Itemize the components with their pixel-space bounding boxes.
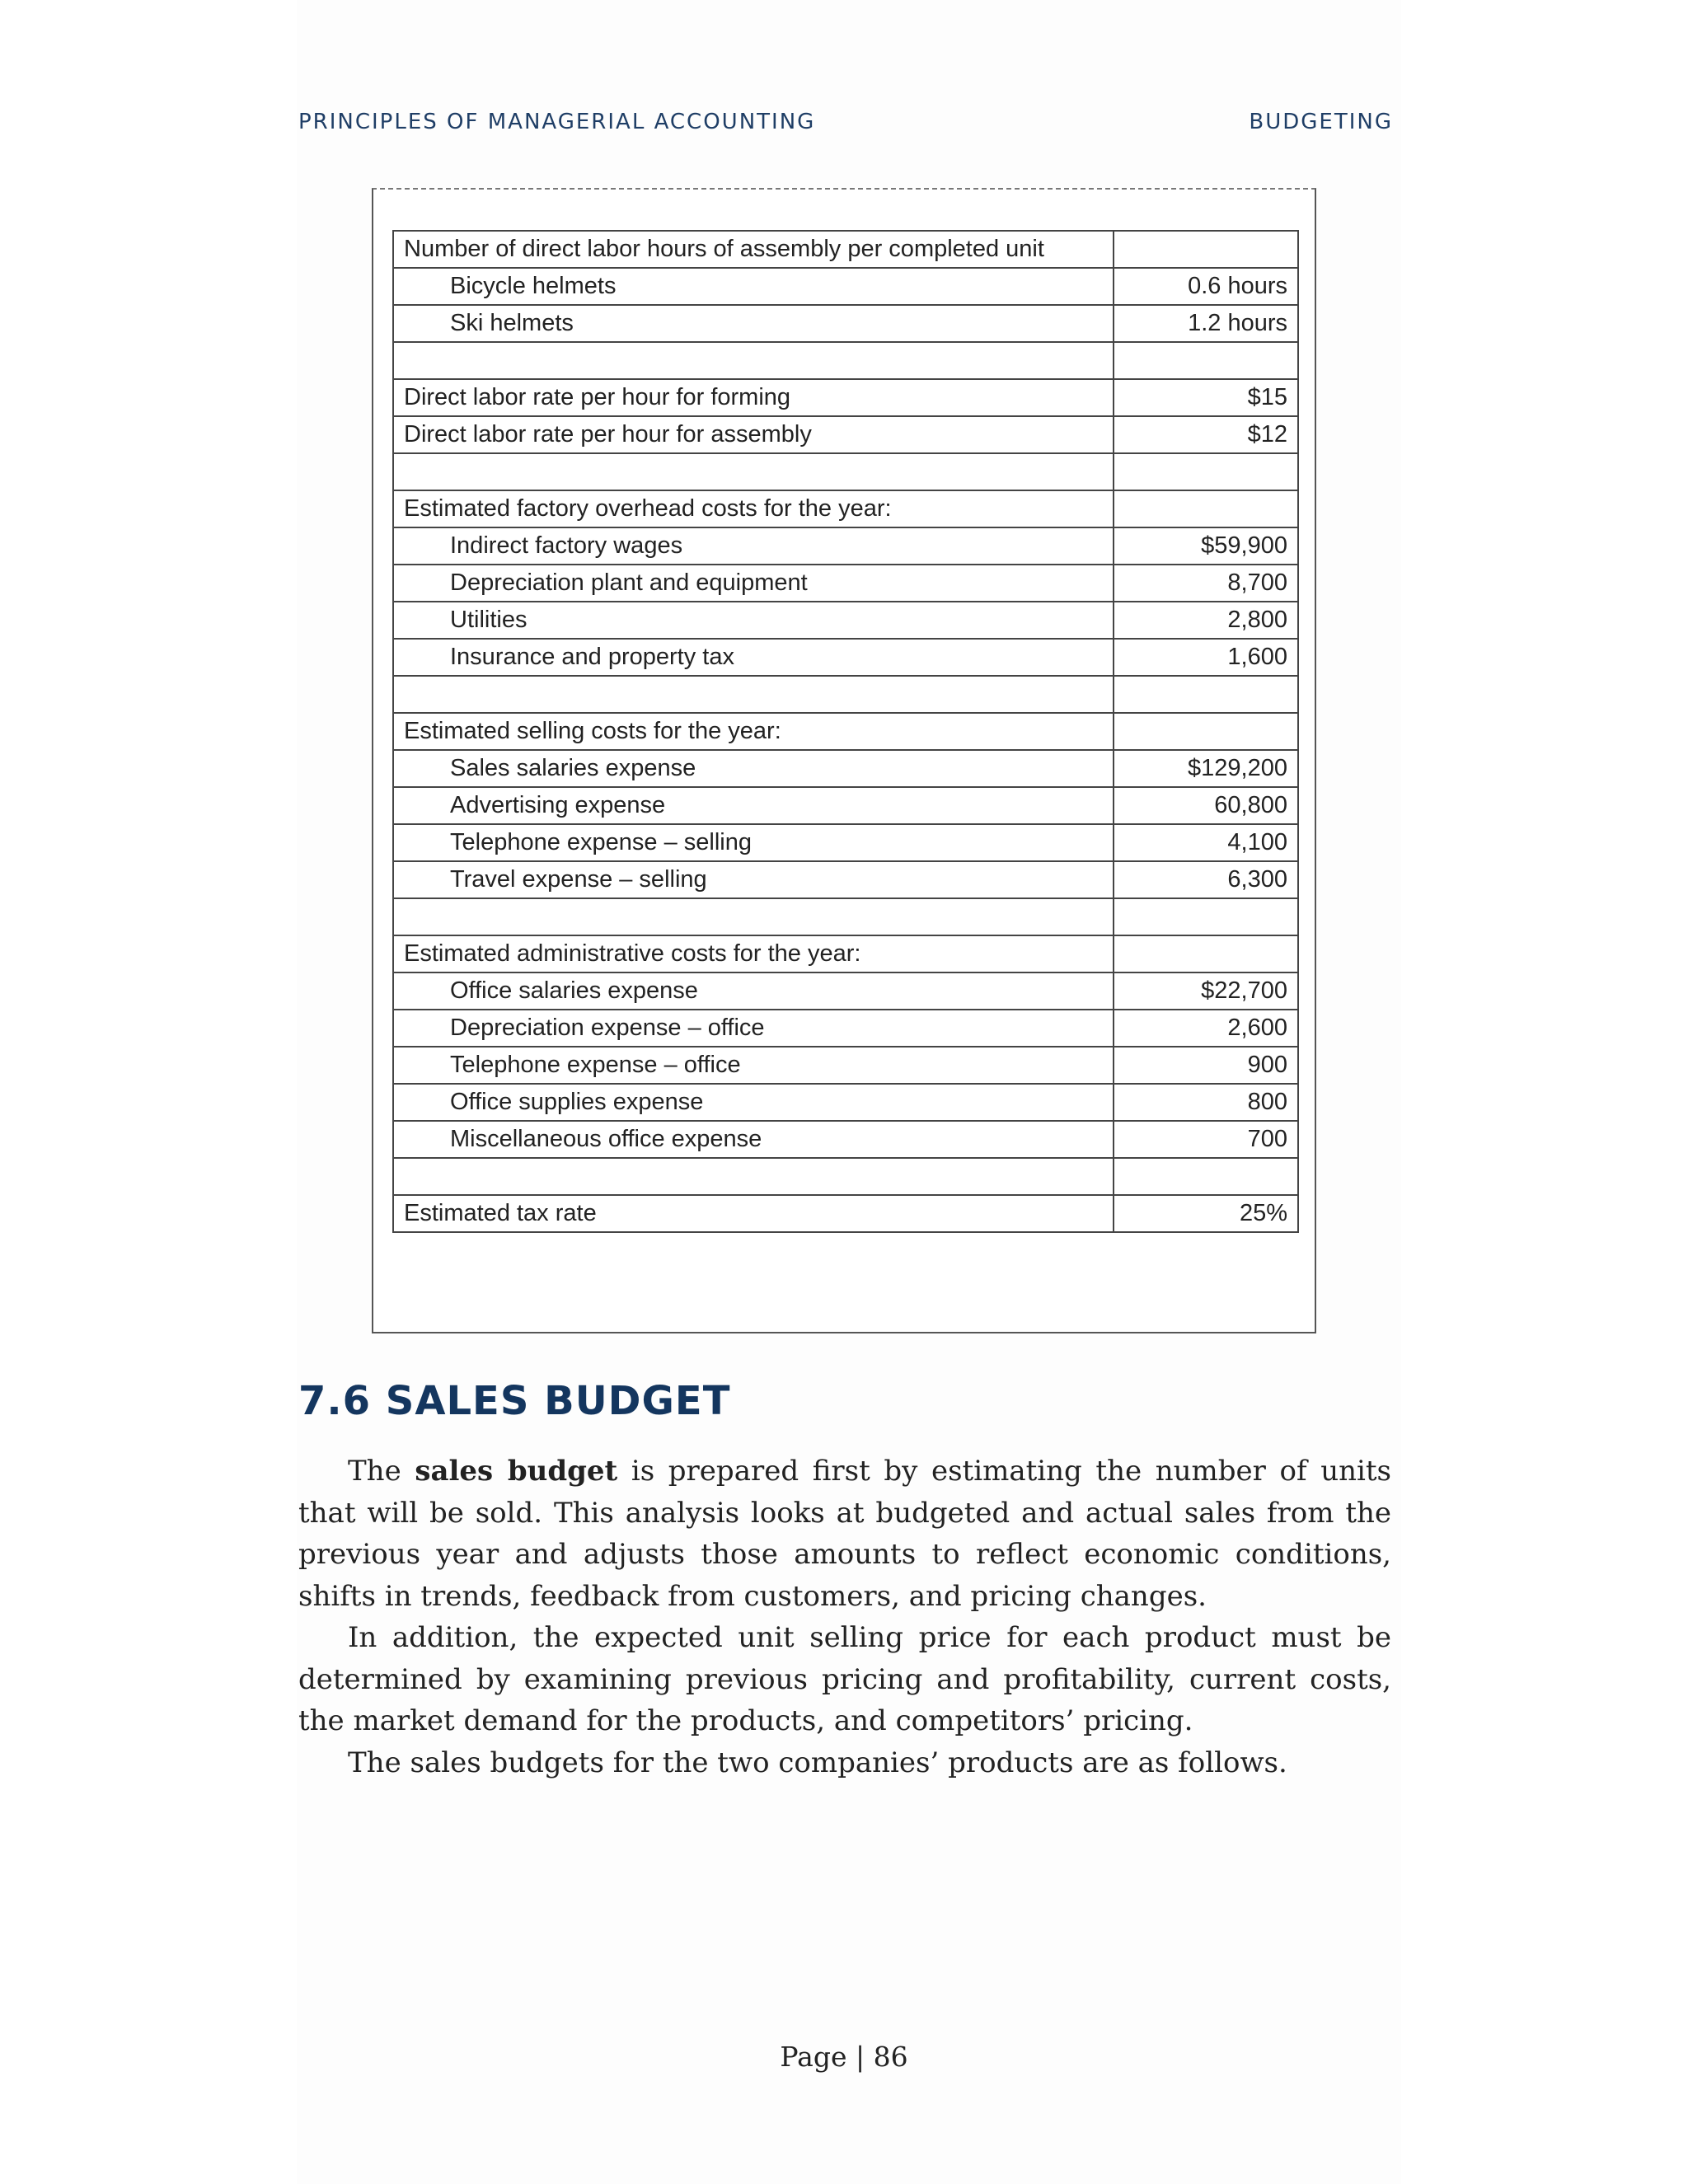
row-value: $12	[1114, 416, 1298, 453]
row-label: Office supplies expense	[393, 1084, 1114, 1121]
table-row	[393, 972, 1298, 1010]
table-row	[393, 824, 1298, 861]
row-label: Estimated administrative costs for the year:	[393, 935, 1114, 972]
row-label: Estimated selling costs for the year:	[393, 713, 1114, 750]
row-label: Utilities	[393, 602, 1114, 639]
row-value: 25%	[1114, 1195, 1298, 1232]
table-row	[393, 935, 1298, 972]
budget-data-figure	[372, 188, 1316, 1333]
row-label: Miscellaneous office expense	[393, 1121, 1114, 1158]
row-label: Estimated tax rate	[393, 1195, 1114, 1232]
row-label	[393, 1158, 1114, 1195]
table-row	[393, 639, 1298, 676]
table-blank-row	[393, 453, 1298, 490]
row-value	[1114, 231, 1298, 268]
row-label: Insurance and property tax	[393, 639, 1114, 676]
budget-data-table	[392, 230, 1299, 1233]
row-value: 1.2 hours	[1114, 305, 1298, 342]
running-header	[298, 105, 1393, 138]
row-value: 1,600	[1114, 639, 1298, 676]
row-label: Sales salaries expense	[393, 750, 1114, 787]
row-label: Telephone expense – office	[393, 1047, 1114, 1084]
row-label: Direct labor rate per hour for assembly	[393, 416, 1114, 453]
row-label: Ski helmets	[393, 305, 1114, 342]
table-row	[393, 565, 1298, 602]
row-value: 8,700	[1114, 565, 1298, 602]
row-label	[393, 676, 1114, 713]
row-value: 900	[1114, 1047, 1298, 1084]
row-label	[393, 898, 1114, 935]
row-label: Direct labor rate per hour for forming	[393, 379, 1114, 416]
row-label: Depreciation plant and equipment	[393, 565, 1114, 602]
table-row	[393, 231, 1298, 268]
table-blank-row	[393, 898, 1298, 935]
table-row	[393, 1047, 1298, 1084]
row-label: Advertising expense	[393, 787, 1114, 824]
page-number: Page | 86	[780, 2041, 908, 2073]
row-label: Office salaries expense	[393, 972, 1114, 1010]
row-label: Telephone expense – selling	[393, 824, 1114, 861]
body-text	[298, 1451, 1391, 1783]
row-value	[1114, 676, 1298, 713]
row-label	[393, 342, 1114, 379]
row-value	[1114, 1158, 1298, 1195]
table-blank-row	[393, 342, 1298, 379]
table-row	[393, 416, 1298, 453]
p1-lead: The	[348, 1455, 415, 1488]
row-label: Travel expense – selling	[393, 861, 1114, 898]
row-value: $22,700	[1114, 972, 1298, 1010]
table-row	[393, 268, 1298, 305]
row-label: Bicycle helmets	[393, 268, 1114, 305]
table-row	[393, 713, 1298, 750]
row-value	[1114, 342, 1298, 379]
table-row	[393, 527, 1298, 565]
row-value	[1114, 490, 1298, 527]
table-row	[393, 490, 1298, 527]
table-blank-row	[393, 676, 1298, 713]
row-value: 2,800	[1114, 602, 1298, 639]
table-row	[393, 787, 1298, 824]
table-row	[393, 305, 1298, 342]
table-row	[393, 379, 1298, 416]
table-blank-row	[393, 1158, 1298, 1195]
row-value: 800	[1114, 1084, 1298, 1121]
row-value	[1114, 713, 1298, 750]
row-value: $15	[1114, 379, 1298, 416]
row-value: 6,300	[1114, 861, 1298, 898]
row-value	[1114, 453, 1298, 490]
row-value: 60,800	[1114, 787, 1298, 824]
table-body	[393, 231, 1298, 1232]
row-label: Estimated factory overhead costs for the year:	[393, 490, 1114, 527]
row-value: $129,200	[1114, 750, 1298, 787]
section-heading: 7.6 SALES BUDGET	[298, 1378, 731, 1424]
table-row	[393, 1084, 1298, 1121]
row-label: Indirect factory wages	[393, 527, 1114, 565]
chapter-title: BUDGETING	[1249, 110, 1393, 134]
table-row	[393, 1010, 1298, 1047]
term-sales-budget: sales budget	[415, 1455, 618, 1488]
table-row	[393, 602, 1298, 639]
paragraph-sales-budget	[298, 1451, 1391, 1617]
row-value: 700	[1114, 1121, 1298, 1158]
row-value: 2,600	[1114, 1010, 1298, 1047]
row-value: 4,100	[1114, 824, 1298, 861]
row-label: Number of direct labor hours of assembly per completed unit	[393, 231, 1114, 268]
paragraph-sales-budgets-intro: The sales budgets for the two companies’ products are as follows.	[348, 1746, 1287, 1779]
row-value	[1114, 935, 1298, 972]
row-value	[1114, 898, 1298, 935]
row-label	[393, 453, 1114, 490]
row-value: 0.6 hours	[1114, 268, 1298, 305]
paragraph-selling-price: In addition, the expected unit selling price for each product must be determined by examining previous pricing and profitability, current costs, the market demand for the products, and competitors’ pricing.	[298, 1621, 1391, 1737]
book-title: PRINCIPLES OF MANAGERIAL ACCOUNTING	[298, 110, 816, 134]
p1-rest: is prepared first by estimating the number of units that will be sold. This analysis looks at budgeted and actual sales from the previous year and adjusts those amounts to reflect economic conditions, shifts in trends, feedback from customers, and pricing changes.	[298, 1455, 1391, 1613]
row-value: $59,900	[1114, 527, 1298, 565]
row-label: Depreciation expense – office	[393, 1010, 1114, 1047]
table-row	[393, 1121, 1298, 1158]
table-row	[393, 1195, 1298, 1232]
table-row	[393, 861, 1298, 898]
table-row	[393, 750, 1298, 787]
